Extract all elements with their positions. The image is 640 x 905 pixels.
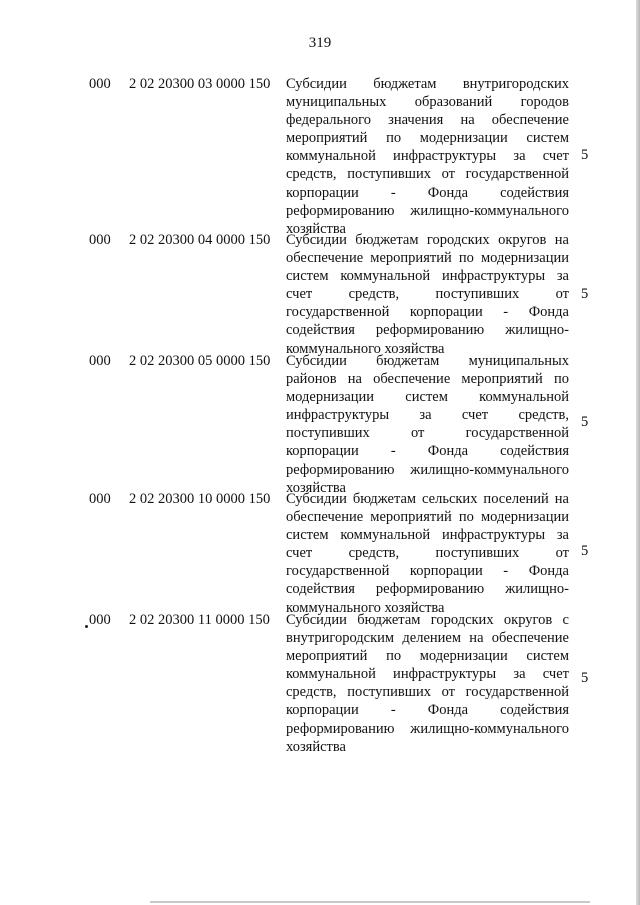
- amount-value: 5: [581, 147, 589, 163]
- income-description: Субсидии бюджетам городских округов на обеспечение мероприятий по модернизации систем коммунальной инфраструктуры за счет средств, поступивших от государственной корпорации - Фонда содействия реформированию жилищно-коммунального хозяйства: [286, 232, 569, 357]
- page-number: 319: [308, 35, 332, 51]
- amount-value: 5: [581, 414, 589, 430]
- admin-code: 000: [89, 232, 111, 248]
- budget-classification-code: 2 02 20300 04 0000 150: [129, 232, 271, 248]
- income-description: Субсидии бюджетам внутригородских муниципальных образований городов федерального значения на обеспечение мероприятий по модернизации систем коммунальной инфраструктуры за счет средств, поступивших от государственной корпорации - Фонда содействия реформированию жилищно-коммунального хозяйства: [286, 76, 569, 237]
- page-bottom-edge: [150, 901, 590, 903]
- amount-value: 5: [581, 286, 589, 302]
- budget-classification-code: 2 02 20300 05 0000 150: [129, 353, 271, 369]
- scan-speck: [85, 625, 88, 628]
- admin-code: 000: [89, 353, 111, 369]
- income-description: Субсидии бюджетам муниципальных районов на обеспечение мероприятий по модернизации систем коммунальной инфраструктуры за счет средств, поступивших от государственной корпорации - Фонда содействия реформированию жилищно-коммунального хозяйства: [286, 353, 569, 496]
- budget-classification-code: 2 02 20300 11 0000 150: [129, 612, 270, 628]
- admin-code: 000: [89, 76, 111, 92]
- budget-classification-code: 2 02 20300 10 0000 150: [129, 491, 271, 507]
- amount-value: 5: [581, 543, 589, 559]
- income-description: Субсидии бюджетам городских округов с внутригородским делением на обеспечение мероприятий по модернизации систем коммунальной инфраструктуры за счет средств, поступивших от государственной корпорации - Фонда содействия реформированию жилищно-коммунального хозяйства: [286, 612, 569, 755]
- admin-code: 000: [89, 491, 111, 507]
- income-description: Субсидии бюджетам сельских поселений на обеспечение мероприятий по модернизации систем коммунальной инфраструктуры за счет средств, поступивших от государственной корпорации - Фонда содействия реформированию жилищно-коммунального хозяйства: [286, 491, 569, 616]
- budget-classification-code: 2 02 20300 03 0000 150: [129, 76, 271, 92]
- amount-value: 5: [581, 670, 589, 686]
- admin-code: 000: [89, 611, 111, 629]
- page-edge-shadow: [636, 0, 640, 905]
